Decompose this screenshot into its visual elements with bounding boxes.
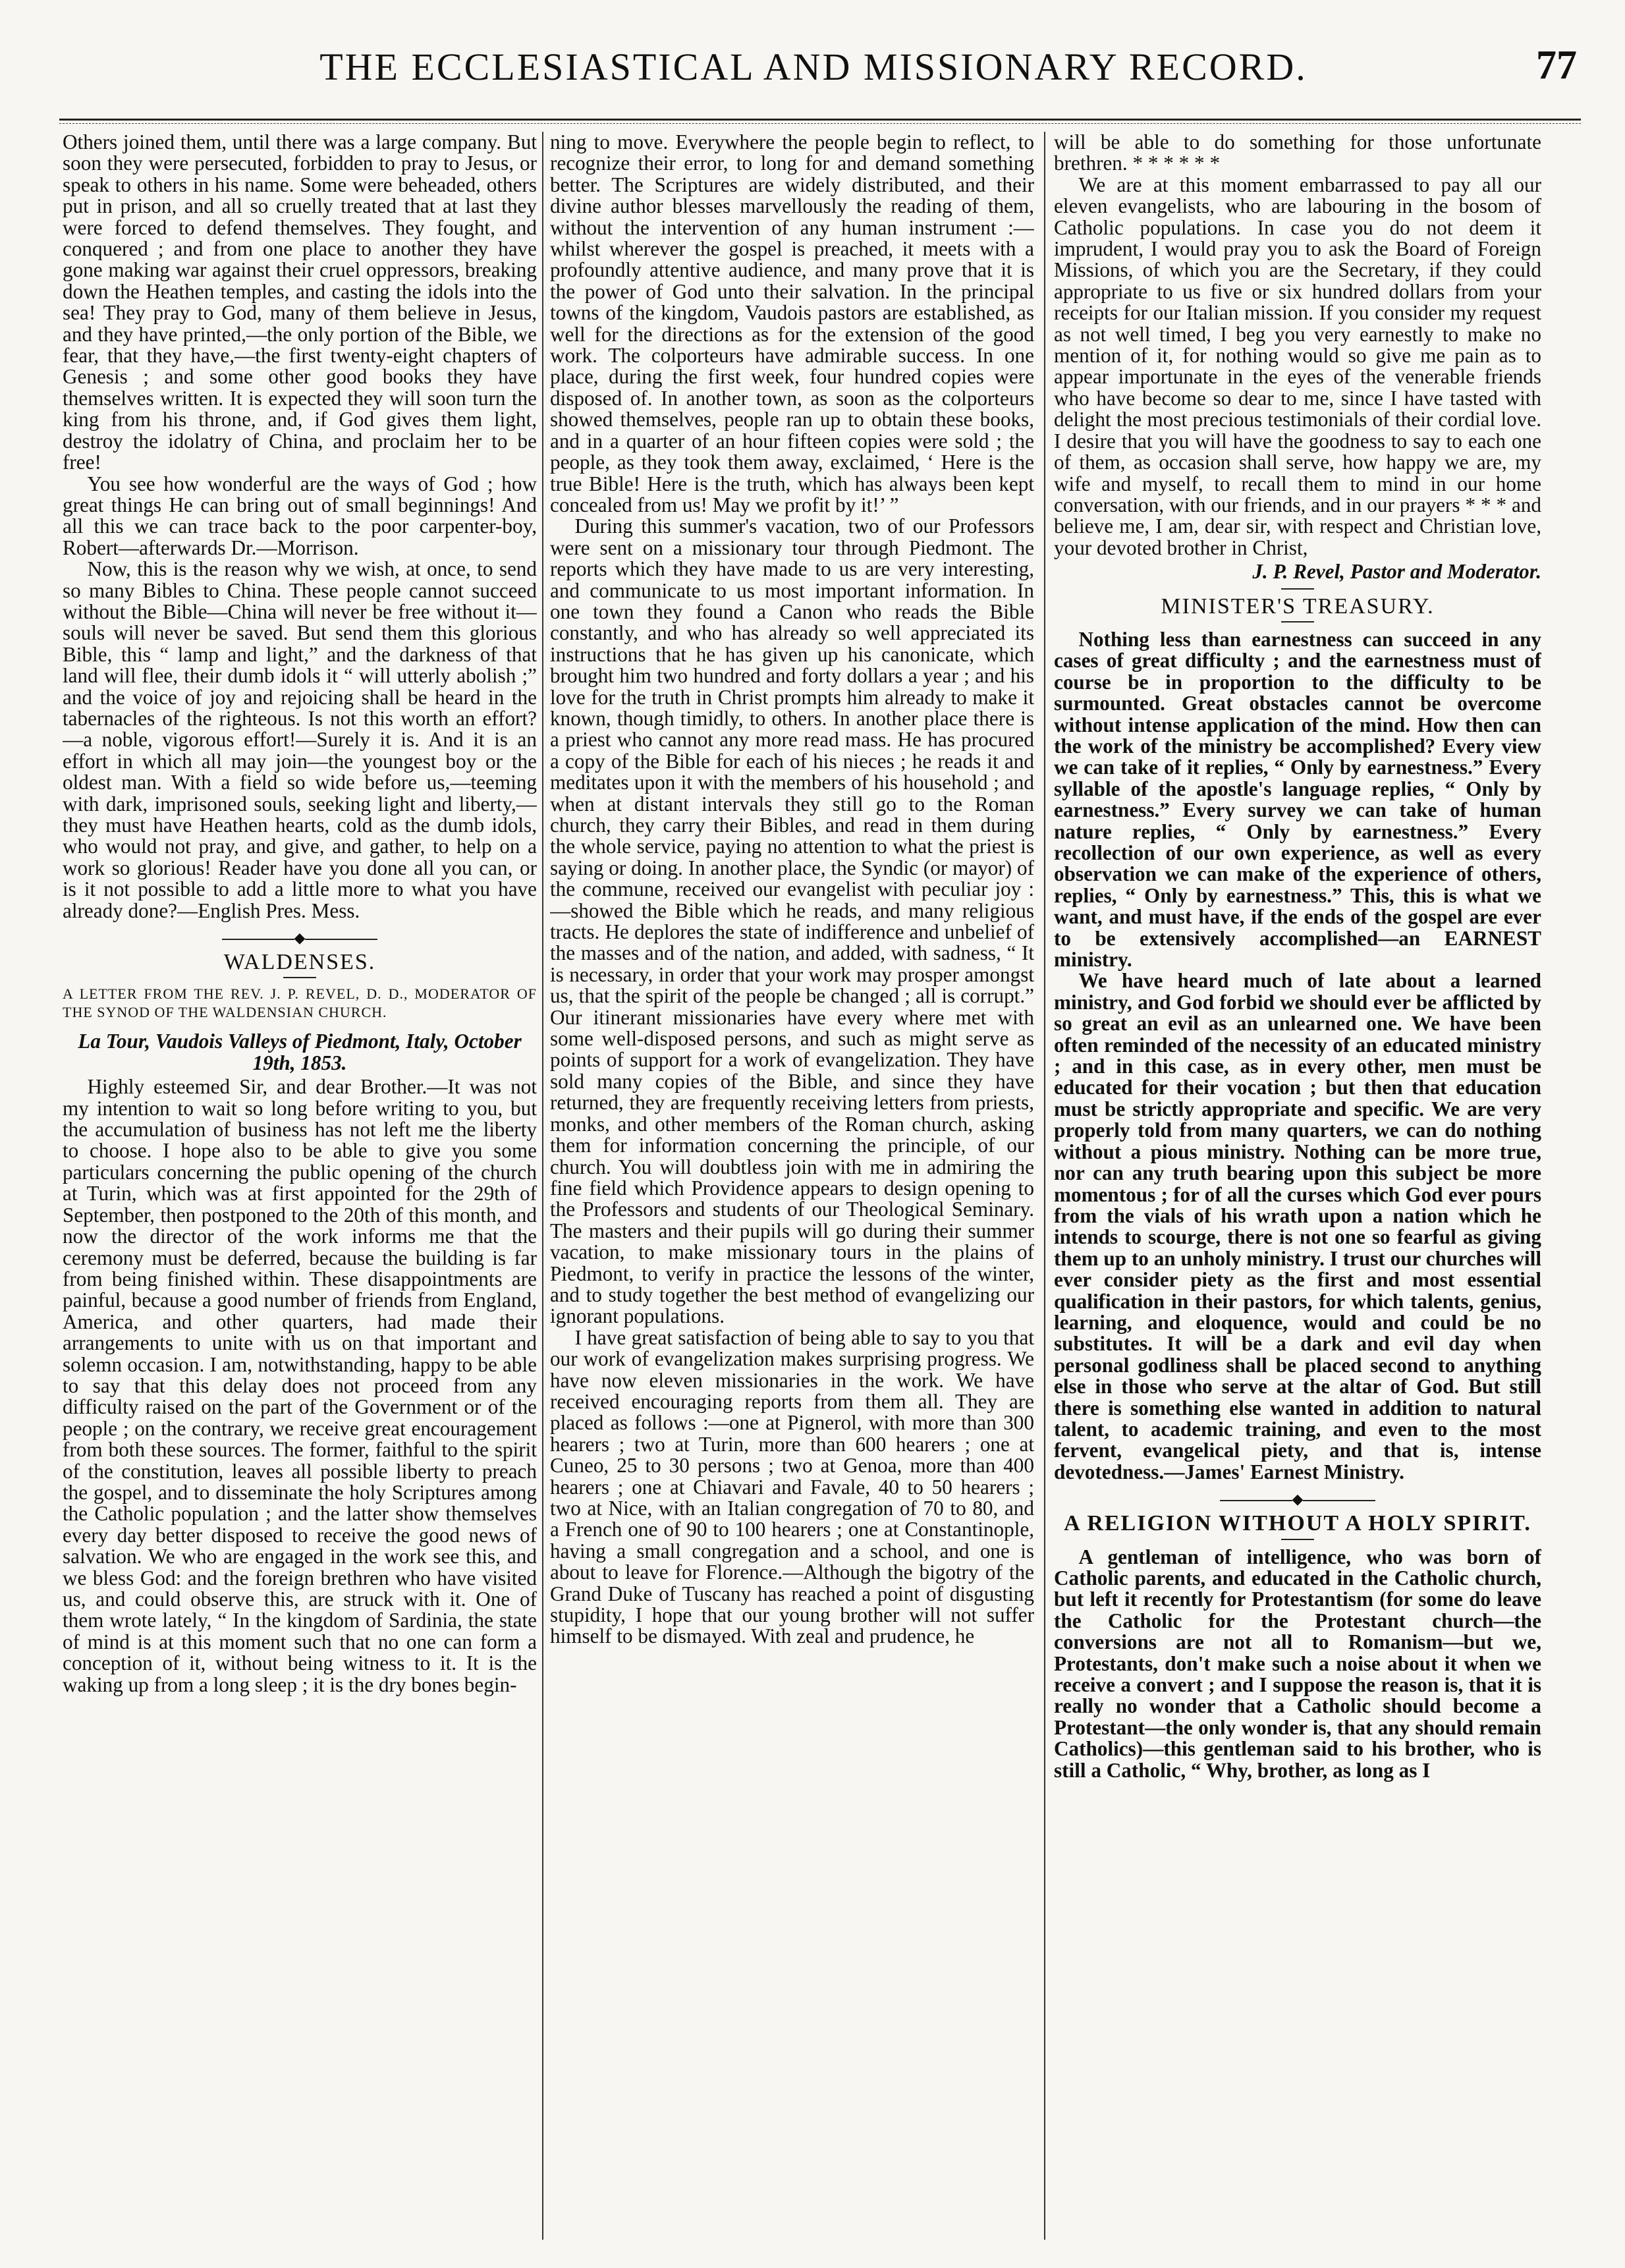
paragraph: Now, this is the reason why we wish, at once, to send so many Bibles to China. These people cannot succeed without the Bible—China will never be free without it—souls will never be saved. But send them this glorious Bible, this “ lamp and light,” and the darkness of that land will flee, their dumb idols it “ will utterly abolish ;” and the voice of joy and rejoicing shall be heard in the tabernacles of the righteous. Is not this worth an effort?—a noble, vigorous effort!—Surely it is. And it is an effort in which all may join—the youngest boy or the oldest man. With a field so wide before us,—teeming with dark, imprisoned souls, seeking light and liberty,—they must have Heathen hearts, cold as the dumb idols, who would not pray, and give, and gather, to help on a work so glorious! Reader have you done all you can, or is it not possible to add a little more to what you have already done?—English Pres. Mess. <box>63 557 537 922</box>
masthead <box>46 13 1581 112</box>
paragraph: Highly esteemed Sir, and dear Brother.—It was not my intention to wait so long before writing to you, but the accumulation of business has not left me the liberty to choose. I hope also to be able to give you some particulars concerning the public opening of the church at Turin, which was at first appointed for the 29th of September, then postponed to the 20th of this month, and now the director of the work informs me that the ceremony must be deferred, because the building is far from being finished within. These disappointments are painful, because a good number of friends from England, America, and other quarters, had made their arrangements to unite with us on that important and solemn occasion. I am, notwithstanding, happy to be able to say that this delay does not proceed from any difficulty raised on the part of the Government or of the people ; on the contrary, we receive great encouragement from both these sources. The former, faithful to the spirit of the constitution, leaves all possible liberty to preach the gospel, and to disseminate the holy Scriptures among the Catholic population ; and the latter show themselves every day better disposed to receive the good news of salvation. We who are engaged in the work see this, and we bless God: and the foreign brethren who have visited us, and could observe this, are struck with it. One of them wrote lately, “ In the kingdom of Sardinia, the state of mind is at this moment such that no one can form a conception of it, without being witness to it. It is the waking up from a long sleep ; it is the dry bones begin- <box>63 1075 537 1696</box>
masthead-rule <box>59 119 1581 124</box>
section-heading-waldenses: WALDENSES. <box>223 950 376 975</box>
letter-signature: J. P. Revel, Pastor and Moderator. <box>1252 560 1541 584</box>
column-3 <box>1054 132 1541 2253</box>
paragraph: We are at this moment embarrassed to pay all our eleven evangelists, who are labouring in the bosom of Catholic populations. In case you do not deem it imprudent, I would pray you to ask the Board of Foreign Missions, of which you are the Secretary, if they could appropriate to us five or six hundred dollars from your receipts for our Italian mission. If you consider my request as not well timed, I beg you very earnestly to make no mention of it, for nothing would so give me pain as to appear importunate in the eyes of the venerable friends who have become so dear to me, since I have tasted with delight the most precious testimonials of their cordial love. I desire that you will have the goodness to say to each one of them, as occasion shall serve, how happy we are, my wife and myself, to recall them to mind in our home conversation, with our friends, and in our prayers * * * and believe me, I am, dear sir, with respect and Christian love, your devoted brother in Christ, <box>1054 173 1541 559</box>
column-2 <box>550 132 1034 2253</box>
heading-rule <box>1281 621 1314 622</box>
letter-subheading: A LETTER FROM THE REV. J. P. REVEL, D. D., MODERATOR OF THE SYNOD OF THE WALDENSIAN CHURCH. <box>63 985 537 1021</box>
paragraph: Nothing less than earnestness can succeed in any cases of great difficulty ; and the earnestness must of course be in proportion to the difficulty to be surmounted. Great obstacles cannot be overcome without intense application of the mind. How then can the work of the ministry be accomplished? Every view we can take of it replies, “ Only by earnestness.” Every syllable of the apostle's language replies, “ Only by earnestness.” Every survey we can take of human nature replies, “ Only by earnestness.” Every recollection of our own experience, as well as every observation we can make of the experience of others, replies, “ Only by earnestness.” This, this is what we want, and must have, if the ends of the gospel are ever to be extensively accomplished—an EARNEST ministry. <box>1054 627 1541 972</box>
column-divider <box>1044 132 1045 2240</box>
paragraph: During this summer's vacation, two of our Professors were sent on a missionary tour through Piedmont. The reports which they have made to us are very interesting, and communicate to us most important information. In one town they found a Canon who reads the Bible constantly, and who has already so well appreciated its instructions that he has given up his canonicate, which brought him two hundred and forty dollars a year ; and his love for the truth in Christ prompts him already to make it known, though timidly, to others. In another place there is a priest who cannot any more read mass. He has procured a copy of the Bible for each of his nieces ; he reads it and meditates upon it with the members of his household ; and when at distant intervals they still go to the Roman church, they carry their Bibles, and read in them during the whole service, paying no attention to what the priest is saying or doing. In another place, the Syndic (or mayor) of the commune, received our evangelist with peculiar joy :—showed the Bible which he reads, and many religious tracts. He deplores the state of indifference and unbelief of the masses and of the nation, and added, with sadness, “ It is necessary, in order that your work may prosper amongst us, that the spirit of the people be changed ; all is corrupt.” Our itinerant missionaries have every where met with some well-disposed persons, and such as might serve as points of support for a work of evangelization. They have sold many copies of the Bible, and since they have returned, they are frequently receiving letters from priests, monks, and other members of the Roman church, asking them for information concerning the principle, of our church. You will doubtless join with me in admiring the fine field which Providence appears to design opening to the Professors and students of our Theological Seminary. The masters and their pupils will go during their summer vacation, to make missionary tours in the plains of Piedmont, to verify in practice the lessons of the winter, and to study together the best method of evangelizing our ignorant populations. <box>550 514 1034 1328</box>
section-divider-ornament: ◆ <box>1054 1492 1541 1507</box>
paragraph: will be able to do something for those unfortunate brethren. * * * * * * <box>1054 132 1541 175</box>
heading-rule <box>1281 588 1314 590</box>
paragraph: ning to move. Everywhere the people begin to reflect, to recognize their error, to long for and demand something better. The Scriptures are widely distributed, and their divine author blesses marvellously the reading of them, without the intervention of any human instrument :—whilst wherever the gospel is preached, it meets with a profoundly attentive audience, and many prove that it is the power of God unto their salvation. In the principal towns of the kingdom, Vaudois pastors are established, as well for the directions as for the extension of the good work. The colporteurs have admirable success. In one place, during the first week, four hundred copies were disposed of. In another town, as soon as the colporteurs showed themselves, people ran up to obtain these books, and in a quarter of an hour fifteen copies were sold ; the people, as they took them away, exclaimed, ‘ Here is the true Bible! Here is the truth, which has always been kept concealed from us! May we profit by it!’ ” <box>550 132 1034 516</box>
section-divider-ornament: ◆ <box>63 931 537 945</box>
heading-rule <box>1281 1539 1314 1540</box>
paragraph: Others joined them, until there was a large company. But soon they were persecuted, forbidden to pray to Jesus, or speak to others in his name. Some were beheaded, others put in prison, and all so cruelly treated that at last they were forced to defend themselves. They fought, and conquered ; and from one place to another they have gone making war against their cruel oppressors, breaking down the Heathen temples, and casting the idols into the sea! They pray to God, many of them believe in Jesus, and they have printed,—the only portion of the Bible, we fear, that they have,—the first twenty-eight chapters of Genesis ; and some other good books they have themselves written. It is expected they will soon turn the king from his throne, and, if God gives them light, destroy the idolatry of China, and proclaim her to be free! <box>63 132 537 474</box>
heading-rule <box>283 977 316 978</box>
section-heading-ministers-treasury: MINISTER'S TREASURY. <box>1161 594 1435 619</box>
publication-title: THE ECCLESIASTICAL AND MISSIONARY RECORD. <box>319 45 1308 88</box>
paragraph: We have heard much of late about a learned ministry, and God forbid we should ever be afflicted by so great an evil as an unlearned one. We have been often reminded of the necessity of an educated ministry ; and in this case, as in every other, men must be educated for their vocation ; but then that education must be strictly appropriate and specific. We are very properly told from many quarters, we can do nothing without a pious ministry. Nothing can be more true, nor can any truth bearing upon this subject be more momentous ; for of all the curses which God ever pours from the vials of his wrath upon a nation which he intends to scourge, there is not one so fearful as giving them up to an unholy ministry. I trust our churches will ever consider piety as the first and most essential qualification in their pastors, for which talents, genius, learning, and eloquence, would and could be no substitutes. It will be a dark and evil day when personal godliness shall be placed second to anything else in those who serve at the altar of God. But still there is something else wanted in addition to natural talent, to academic training, and even to the most fervent, evangelical piety, and that is, intense devotedness.—James' Earnest Ministry. <box>1054 969 1541 1483</box>
paragraph: You see how wonderful are the ways of God ; how great things He can bring out of small beginnings! And all this we can trace back to the poor carpenter-boy, Robert—afterwards Dr.—Morrison. <box>63 472 537 559</box>
paragraph: I have great satisfaction of being able to say to you that our work of evangelization makes surprising progress. We have now eleven missionaries in the work. We have received encouraging reports from them all. They are placed as follows :—one at Pignerol, with more than 300 hearers ; two at Turin, more than 600 hearers ; one at Cuneo, 25 to 30 persons ; two at Genoa, more than 400 hearers ; one at Chiavari and Favale, 40 to 50 hearers ; two at Nice, with an Italian congregation of 70 to 80, and a French one of 90 to 100 hearers ; one at Constantinople, having a small congregation and a school, and one is about to leave for Florence.—Although the bigotry of the Grand Duke of Tuscany has reached a point of disgusting stupidity, I hope that our young brother will not suffer himself to be dismayed. With zeal and prudence, he <box>550 1325 1034 1648</box>
section-heading-religion: A RELIGION WITHOUT A HOLY SPIRIT. <box>1064 1511 1531 1536</box>
column-divider <box>542 132 543 2240</box>
page-number: 77 <box>1536 43 1577 88</box>
column-1 <box>63 132 537 2253</box>
paragraph: A gentleman of intelligence, who was born of Catholic parents, and educated in the Catholic church, but left it recently for Protestantism (for some do leave the Catholic for the Protestant church—the conversions are not all to Romanism—but we, Protestants, don't make such a noise about it when we receive a convert ; and I suppose the reason is, that it is really no wonder that a Catholic should become a Protestant—the only wonder is, that any should remain Catholics)—this gentleman said to his brother, who is still a Catholic, “ Why, brother, as long as I <box>1054 1545 1541 1782</box>
letter-dateline: La Tour, Vaudois Valleys of Piedmont, Italy, October 19th, 1853. <box>78 1030 522 1074</box>
